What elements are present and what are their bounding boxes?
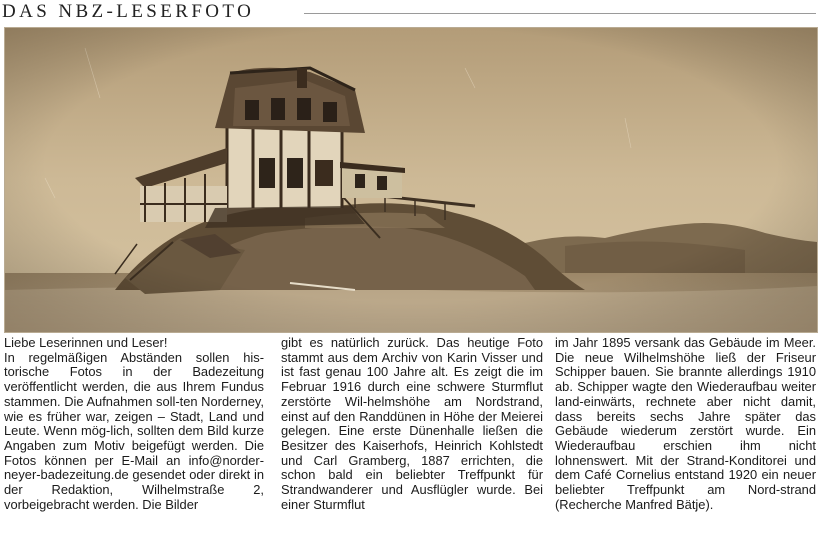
- article-column-1-text: In regelmäßigen Abständen sollen his-torische Fotos in der Badezeitung veröffentlicht werden, die aus Ihrem Fundus stammen. Die Aufnahmen soll-ten Norderney, wie es früher war, zeigen – Stadt, Land und Leute. Wenn mög-lich, sollten dem Bild kurze Angaben zum Motiv beigefügt werden. Die Fotos können per E-Mail an info@norder-neyer-badezeitung.de gesendet oder direkt in der Redaktion, Wilhelmstraße 2, vorbeigebracht werden. Die Bilder: [4, 349, 264, 512]
- reader-photo: [4, 27, 818, 333]
- article-column-3-text: im Jahr 1895 versank das Gebäude im Meer. Die neue Wilhelmshöhe ließ der Friseur Schipper bauen. Sie brannte allerdings 1910 ab. Schipper wagte den Wiederaufbau weiter land-einwärts, rechnete aber nicht damit, dass bereits sechs Jahre später das Gebäude wiederum zerstört wurde. Ein Wiederaufbau erschien ihm nicht lohnenswert. Mit der Strand-Konditorei und dem Café Cornelius entstand 1920 ein neuer beliebter Treffpunkt am Nord-strand (Recherche Manfred Bätje).: [555, 335, 816, 512]
- article-column-1: [4, 336, 264, 512]
- house-on-dune-photo-icon: [5, 28, 817, 332]
- header-divider: [304, 13, 816, 14]
- article-column-2-text: gibt es natürlich zurück. Das heutige Foto stammt aus dem Archiv von Karin Visser und ist fast genau 100 Jahre alt. Es zeigt die im Februar 1916 durch eine schwere Sturmflut zerstörte Wil-helmshöhe am Nordstrand, einst auf den Randdünen in Höhe der Meierei gelegen. Eine erste Dünenhalle ließen die Besitzer des Kaiserhofs, Heinrich Kohlstedt und Carl Gramberg, 1887 errichten, die schon bald ein beliebter Treffpunkt für Strandwanderer und Ausflügler wurde. Bei einer Sturmflut: [281, 335, 543, 512]
- article-salutation: Liebe Leserinnen und Leser!: [4, 335, 168, 350]
- article-column-2: [281, 336, 543, 512]
- page-header: DAS NBZ-LESERFOTO: [2, 1, 255, 22]
- article-column-3: [555, 336, 816, 512]
